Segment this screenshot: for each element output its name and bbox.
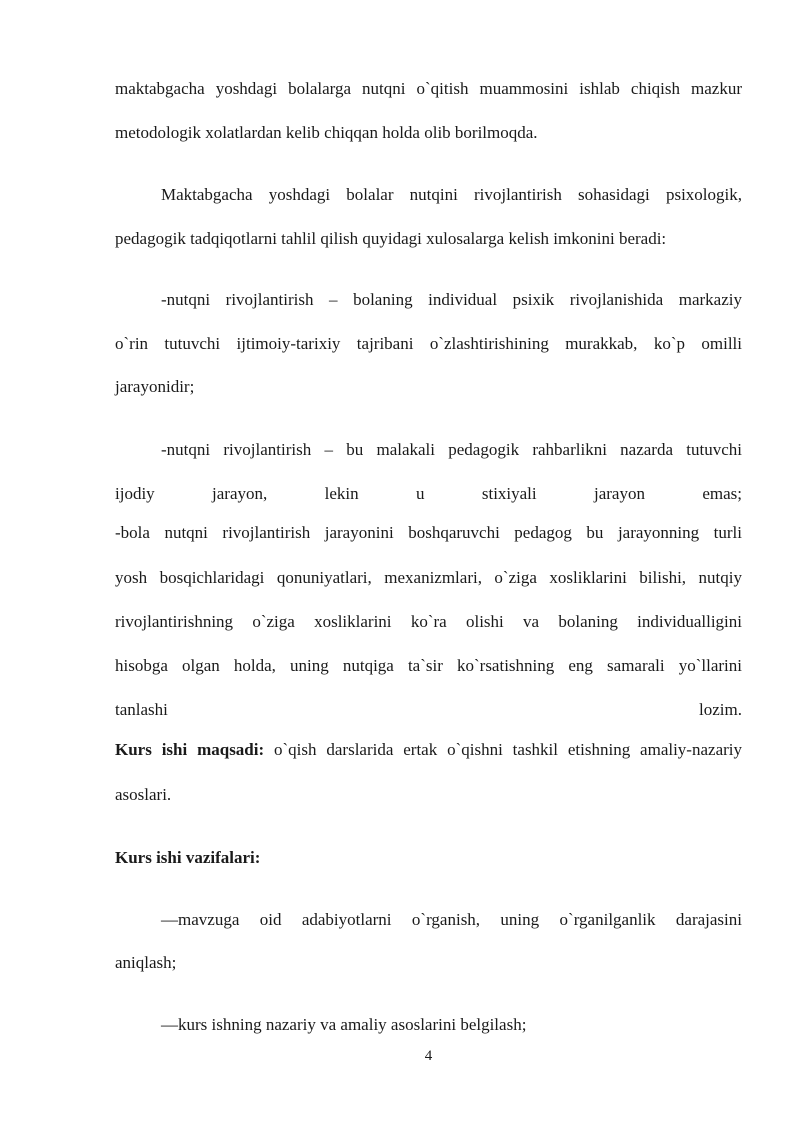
paragraph-line: yosh bosqichlaridagi qonuniyatlari, mexanizmlari, o`ziga xosliklarini bilishi, nutqiy — [115, 568, 742, 587]
task-line: —kurs ishning nazariy va amaliy asoslarini belgilash; — [161, 1015, 527, 1034]
paragraph-line: ijodiy jarayon, lekin u stixiyali jarayon emas; — [115, 484, 742, 503]
paragraph-line: asoslari. — [115, 785, 172, 804]
paragraph-line: hisobga olgan holda, uning nutqiga ta`sir ko`rsatishning eng samarali yo`llarini — [115, 656, 742, 675]
paragraph-line: pedagogik tadqiqotlarni tahlil qilish quyidagi xulosalarga kelish imkonini beradi: — [115, 229, 667, 248]
course-goal-line — [115, 738, 742, 761]
tasks-heading: Kurs ishi vazifalari: — [115, 848, 261, 867]
paragraph-line: rivojlantirishning o`ziga xosliklarini ko`ra olishi va bolaning individualligini — [115, 612, 742, 631]
paragraph-line: Maktabgacha yoshdagi bolalar nutqini rivojlantirish sohasidagi psixologik, — [161, 185, 742, 204]
course-goal-text: o`qish darslarida ertak o`qishni tashkil etishning amaliy-nazariy — [264, 740, 742, 759]
course-goal-label: Kurs ishi maqsadi: — [115, 740, 265, 759]
paragraph-line: -nutqni rivojlantirish – bu malakali pedagogik rahbarlikni nazarda tutuvchi — [161, 440, 742, 459]
paragraph-line: maktabgacha yoshdagi bolalarga nutqni o`qitish muammosini ishlab chiqish mazkur — [115, 79, 742, 98]
task-line: aniqlash; — [115, 953, 177, 972]
task-line: —mavzuga oid adabiyotlarni o`rganish, uning o`rganilganlik darajasini — [161, 910, 742, 929]
paragraph-line: -nutqni rivojlantirish – bolaning individual psixik rivojlanishida markaziy — [161, 290, 742, 309]
paragraph-line: tanlashi lozim. — [115, 700, 742, 719]
paragraph-line: metodologik xolatlardan kelib chiqqan holda olib borilmoqda. — [115, 123, 538, 142]
paragraph-line: o`rin tutuvchi ijtimoiy-tarixiy tajribani o`zlashtirishining murakkab, ko`p omilli — [115, 334, 742, 353]
page-number: 4 — [424, 1048, 433, 1064]
paragraph-line: jarayonidir; — [115, 377, 195, 396]
paragraph-line: -bola nutqni rivojlantirish jarayonini boshqaruvchi pedagog bu jarayonning turli — [115, 523, 742, 542]
